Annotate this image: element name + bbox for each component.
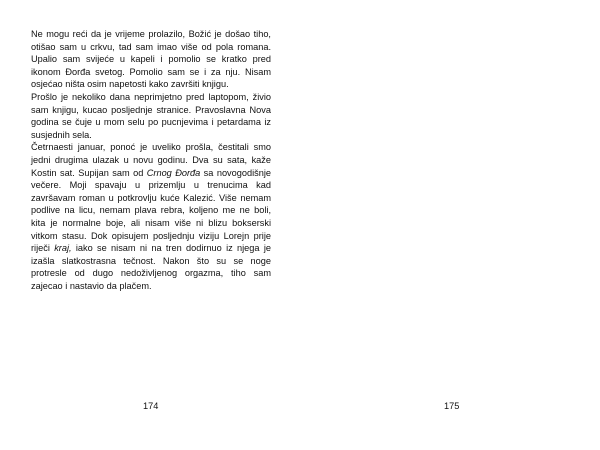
paragraph-christmas: Ne mogu reći da je vrijeme prolazilo, Božić je došao tiho, otišao sam u crkvu, tad sam imao više od pola romana. Upalio sam svijeće u kapeli i pomolio se kratko pred ikonom Đorđa svetog. Pomolio sam se i za nju. Nisam osjećao ništa osim napetosti kako završiti knjigu. bbox=[31, 29, 271, 90]
paragraph-new-year: Prošlo je nekoliko dana neprimjetno pred laptopom, živio sam knjigu, kucao posljednje stranice. Pravoslavna Nova godina se čuje u mom selu po pucnjevima i petardama iz susjednih sela. bbox=[31, 91, 271, 140]
right-page bbox=[300, 0, 600, 450]
body-text bbox=[31, 28, 271, 292]
paragraph-ending bbox=[31, 141, 271, 292]
paragraph-ending-part-3: iako se nisam ni na tren dodirnuo iz njega je izašla slatkostrasna tečnost. Nakon što su se noge protresle od dugo nedoživljenog orgazma, tiho sam zajecao i nastavio da plačem. bbox=[31, 243, 271, 291]
page-number-right: 175 bbox=[444, 401, 460, 411]
paragraph-ending-part-1: Četrnaesti januar, ponoć je uveliko prošla, čestitali smo jedni drugima ulazak u novu godinu. Dva su sata, kaže Kostin sat. Supijan sam od bbox=[31, 142, 271, 178]
page-number-left: 174 bbox=[143, 401, 159, 411]
word-kraj: kraj, bbox=[54, 243, 72, 254]
paragraph-ending-part-2: sa novogodišnje večere. Moji spavaju u prizemlju u trenucima kad završavam roman u potkrovlju kuće Kalezić. Više nemam podlive na licu, nemam plava rebra, koljeno me ne boli, kita je normalne boje, ali nisam više ni blizu bokserski vitkom stasu. Dok opisujem posljednju viziju Lorejn prije riječi bbox=[31, 167, 271, 254]
book-title-crni-djordje: Crnog Đorđa bbox=[146, 167, 201, 178]
